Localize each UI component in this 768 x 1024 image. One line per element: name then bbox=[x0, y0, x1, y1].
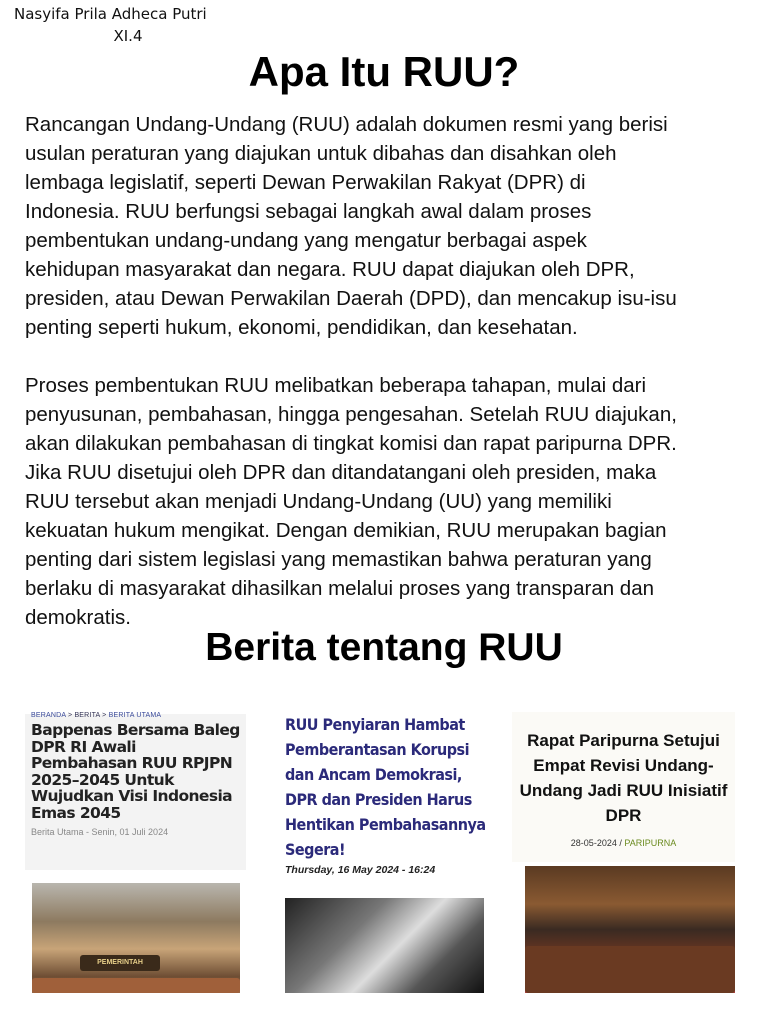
news-card-penyiaran bbox=[277, 712, 490, 876]
text-line: Indonesia. RUU berfungsi sebagai langkah awal dalam proses bbox=[25, 200, 592, 223]
news-photo-meeting bbox=[32, 883, 240, 993]
text-line: presiden, atau Dewan Perwakilan Daerah (DPD), dan mencakup isu-isu bbox=[25, 287, 677, 310]
text-line: demokratis. bbox=[25, 606, 131, 629]
news-heading: Berita tentang RUU bbox=[205, 626, 563, 669]
text-line: lembaga legislatif, seperti Dewan Perwakilan Rakyat (DPR) di bbox=[25, 171, 586, 194]
text-line: penting dari sistem legislasi yang memastikan bahwa peraturan yang bbox=[25, 548, 652, 571]
breadcrumb-item: BERITA bbox=[74, 712, 101, 719]
text-line: Rancangan Undang-Undang (RUU) adalah dokumen resmi yang berisi bbox=[25, 113, 668, 136]
news-card-paripurna bbox=[512, 712, 735, 862]
author-info bbox=[14, 3, 242, 47]
text-line: usulan peraturan yang diajukan untuk dibahas dan disahkan oleh bbox=[25, 142, 617, 165]
news-meta: Thursday, 16 May 2024 - 16:24 bbox=[285, 864, 436, 876]
text-line: kehidupan masyarakat dan negara. RUU dapat diajukan oleh DPR, bbox=[25, 258, 635, 281]
news-title: Rapat Paripurna Setujui Empat Revisi Undang-Undang Jadi RUU Inisiatif DPR bbox=[519, 731, 728, 825]
text-line: berlaku di masyarakat dihasilkan melalui proses yang transparan dan bbox=[25, 577, 655, 600]
breadcrumb-item: BERANDA bbox=[31, 712, 66, 719]
news-category: PARIPURNA bbox=[624, 838, 677, 848]
news-meta: 28-05-2024 / PARIPURNA bbox=[570, 838, 677, 848]
nameplate: PEMERINTAH bbox=[80, 955, 160, 971]
paragraph-process bbox=[25, 371, 755, 632]
text-line: penyusunan, pembahasan, hingga pengesahan. Setelah RUU diajukan, bbox=[25, 403, 677, 426]
author-name: Nasyifa Prila Adheca Putri bbox=[14, 5, 207, 23]
news-photo-plenary bbox=[525, 866, 735, 993]
text-line: kekuatan hukum mengikat. Dengan demikian, RUU merupakan bagian bbox=[25, 519, 667, 542]
desk bbox=[32, 978, 240, 993]
news-title: Bappenas Bersama Baleg DPR RI Awali Pembahasan RUU RPJPN 2025–2045 Untuk Wujudkan Visi Indonesia Emas 2045 bbox=[31, 721, 240, 822]
author-class: XI.4 bbox=[113, 27, 143, 45]
news-title: RUU Penyiaran Hambat Pemberantasan Korupsi dan Ancam Demokrasi, DPR dan Presiden Harus Hentikan Pembahasannya Segera! bbox=[285, 715, 486, 859]
text-line: akan dilakukan pembahasan di tingkat komisi dan rapat paripurna DPR. bbox=[25, 432, 677, 455]
text-line: Proses pembentukan RUU melibatkan beberapa tahapan, mulai dari bbox=[25, 374, 647, 397]
text-line: pembentukan undang-undang yang mengatur berbagai aspek bbox=[25, 229, 587, 252]
text-line: penting seperti hukum, ekonomi, pendidikan, dan kesehatan. bbox=[25, 316, 578, 339]
text-line: RUU tersebut akan menjadi Undang-Undang (UU) yang memiliki bbox=[25, 490, 612, 513]
news-date: 28-05-2024 bbox=[570, 838, 617, 848]
news-meta: Berita Utama - Senin, 01 Juli 2024 bbox=[31, 827, 169, 837]
breadcrumb: BERANDA > BERITA > BERITA UTAMA bbox=[31, 712, 162, 719]
news-card-bappenas bbox=[25, 714, 246, 870]
text-line: Jika RUU disetujui oleh DPR dan ditandatangani oleh presiden, maka bbox=[25, 461, 657, 484]
desk bbox=[525, 946, 735, 993]
breadcrumb-item: BERITA UTAMA bbox=[108, 712, 162, 719]
paragraph-definition bbox=[25, 110, 755, 342]
news-photo-protest bbox=[285, 898, 484, 993]
page-title: Apa Itu RUU? bbox=[248, 48, 520, 95]
